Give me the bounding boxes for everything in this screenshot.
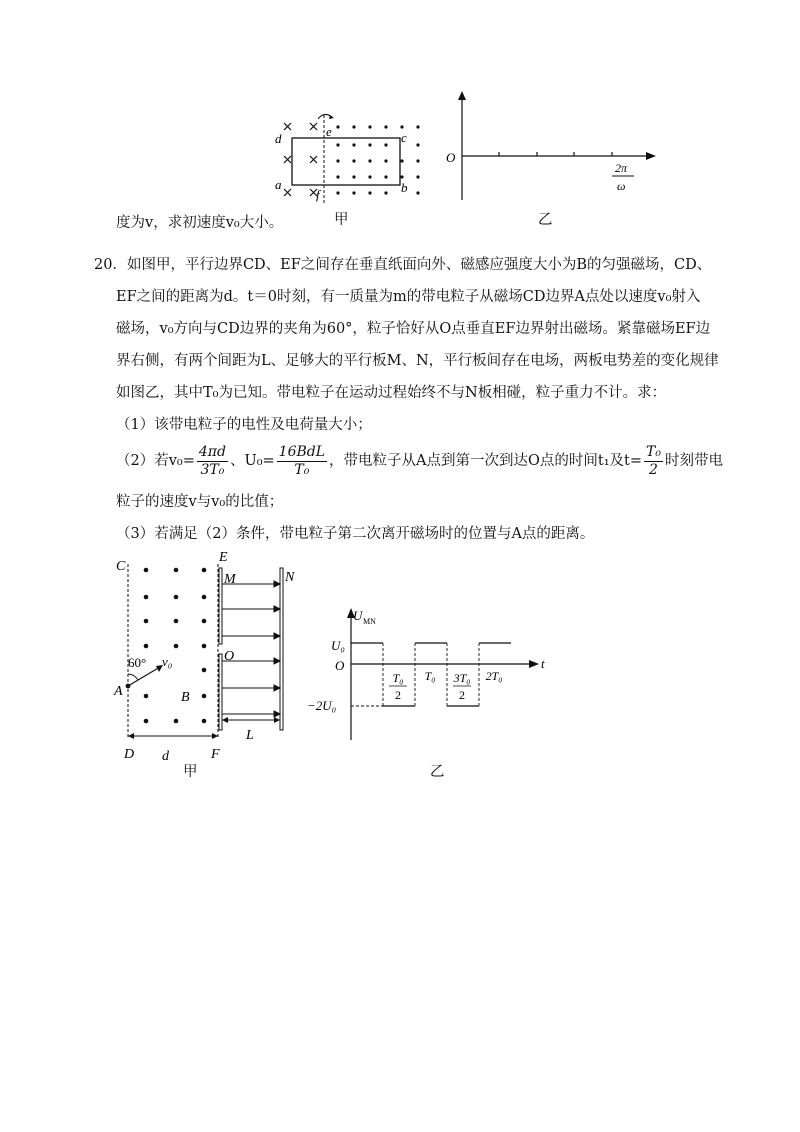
- plate-N: [280, 568, 283, 730]
- fraction-u0: $\frac{\text{16BdL}}{\text{T₀}}$: [278, 443, 326, 478]
- problem-20-line-4: 界右侧，有两个间距为L、足够大的平行板M、N，平行板间存在电场，两板电势差的变化规律: [116, 353, 719, 369]
- label-L: L: [246, 728, 254, 743]
- question-2-continued: 粒子的速度v与v₀的比值；: [116, 494, 284, 510]
- angle-arc: [128, 674, 138, 680]
- top-origin-label: O: [446, 150, 456, 165]
- top-figure-left: [270, 105, 430, 230]
- field-dots: [144, 568, 207, 724]
- label-b: b: [401, 180, 408, 195]
- top-mark-numerator: 2π: [615, 161, 628, 175]
- top-mark-denominator: ω: [617, 179, 626, 193]
- label-O: O: [224, 649, 235, 664]
- problem-20-line-2: EF之间的距离为d。t＝0时刻，有一质量为m的带电粒子从磁场CD边界A点处以速度v₀射入: [116, 289, 701, 305]
- label-E: E: [219, 550, 228, 565]
- bottom-figure-left: [108, 548, 308, 773]
- top-figure-left-caption: 甲: [334, 212, 349, 228]
- question-3: （3）若满足（2）条件，带电粒子第二次离开磁场时的位置与A点的距离。: [116, 526, 595, 542]
- plate-M-lower: [219, 654, 222, 730]
- time-tick-labels: [389, 669, 502, 702]
- fraction-v0: $\frac{4\pi d}{\text{3T₀}}$: [198, 443, 226, 478]
- label-v0: v₀: [162, 654, 173, 669]
- bottom-figure-right: [305, 600, 555, 745]
- label-B: B: [181, 690, 190, 705]
- label-N: N: [285, 570, 295, 585]
- question-2: （2）若v₀= $\frac{4\pi d}{\text{3T₀}}$ 、U₀= $\frac{\text{16BdL}}{\text{T₀}}$ ，带电粒子从A点到第一次到达O点的时间t₁及t= $\frac{\text{T₀}}{2}$ 时刻带电: [116, 443, 723, 478]
- label-A: A: [114, 684, 123, 699]
- problem-number: 20．: [94, 257, 127, 273]
- label-f: f: [316, 187, 320, 202]
- tick-label: 2T₀: [485, 669, 503, 683]
- tick-label: T₀: [392, 671, 404, 685]
- top-figure-right-caption: 乙: [538, 212, 553, 228]
- origin-label: O: [335, 658, 345, 673]
- fraction-half-period: $\frac{\text{T₀}}{2}$: [646, 443, 661, 478]
- bottom-figure-right-caption: 乙: [430, 764, 445, 780]
- label-angle: 60°: [128, 655, 147, 670]
- label-M: M: [224, 572, 236, 587]
- problem-20-line-5: 如图乙，其中T₀为已知。带电粒子在运动过程始终不与N板相碰，粒子重力不计。求：: [116, 385, 667, 401]
- problem-20-line-1: 20．如图甲，平行边界CD、EF之间存在垂直纸面向外、磁感应强度大小为B的匀强磁场，CD、: [94, 257, 712, 273]
- tick-label: T₀: [424, 669, 436, 683]
- previous-problem-tail: 度为v，求初速度v₀大小。: [116, 215, 284, 231]
- tick-denominator: 2: [395, 688, 401, 702]
- y-axis-subscript: MN: [363, 617, 376, 626]
- question-1: （1）该带电粒子的电性及电荷量大小；: [116, 417, 372, 433]
- tick-denominator: 2: [459, 688, 465, 702]
- label-c: c: [401, 130, 407, 145]
- label-e: e: [326, 124, 332, 139]
- plate-M-upper: [219, 568, 222, 644]
- neg-2u0-label: −2U₀: [307, 698, 337, 713]
- label-F: F: [211, 747, 220, 762]
- label-a: a: [275, 177, 282, 192]
- label-D: D: [124, 747, 135, 762]
- bottom-figure-left-caption: 甲: [183, 764, 198, 780]
- y-axis-label: U: [353, 608, 363, 623]
- top-figure-right: [440, 88, 670, 208]
- label-d: d: [162, 749, 169, 764]
- problem-20-line-3: 磁场，v₀方向与CD边界的夹角为60°，粒子恰好从O点垂直EF边界射出磁场。紧靠磁场EF边: [116, 321, 711, 337]
- coil-rectangle: [292, 138, 400, 185]
- label-C: C: [116, 559, 126, 574]
- label-d: d: [275, 131, 282, 146]
- tick-label: 3T₀: [453, 671, 471, 685]
- x-axis-label: t: [541, 656, 545, 671]
- u0-label: U₀: [331, 638, 345, 653]
